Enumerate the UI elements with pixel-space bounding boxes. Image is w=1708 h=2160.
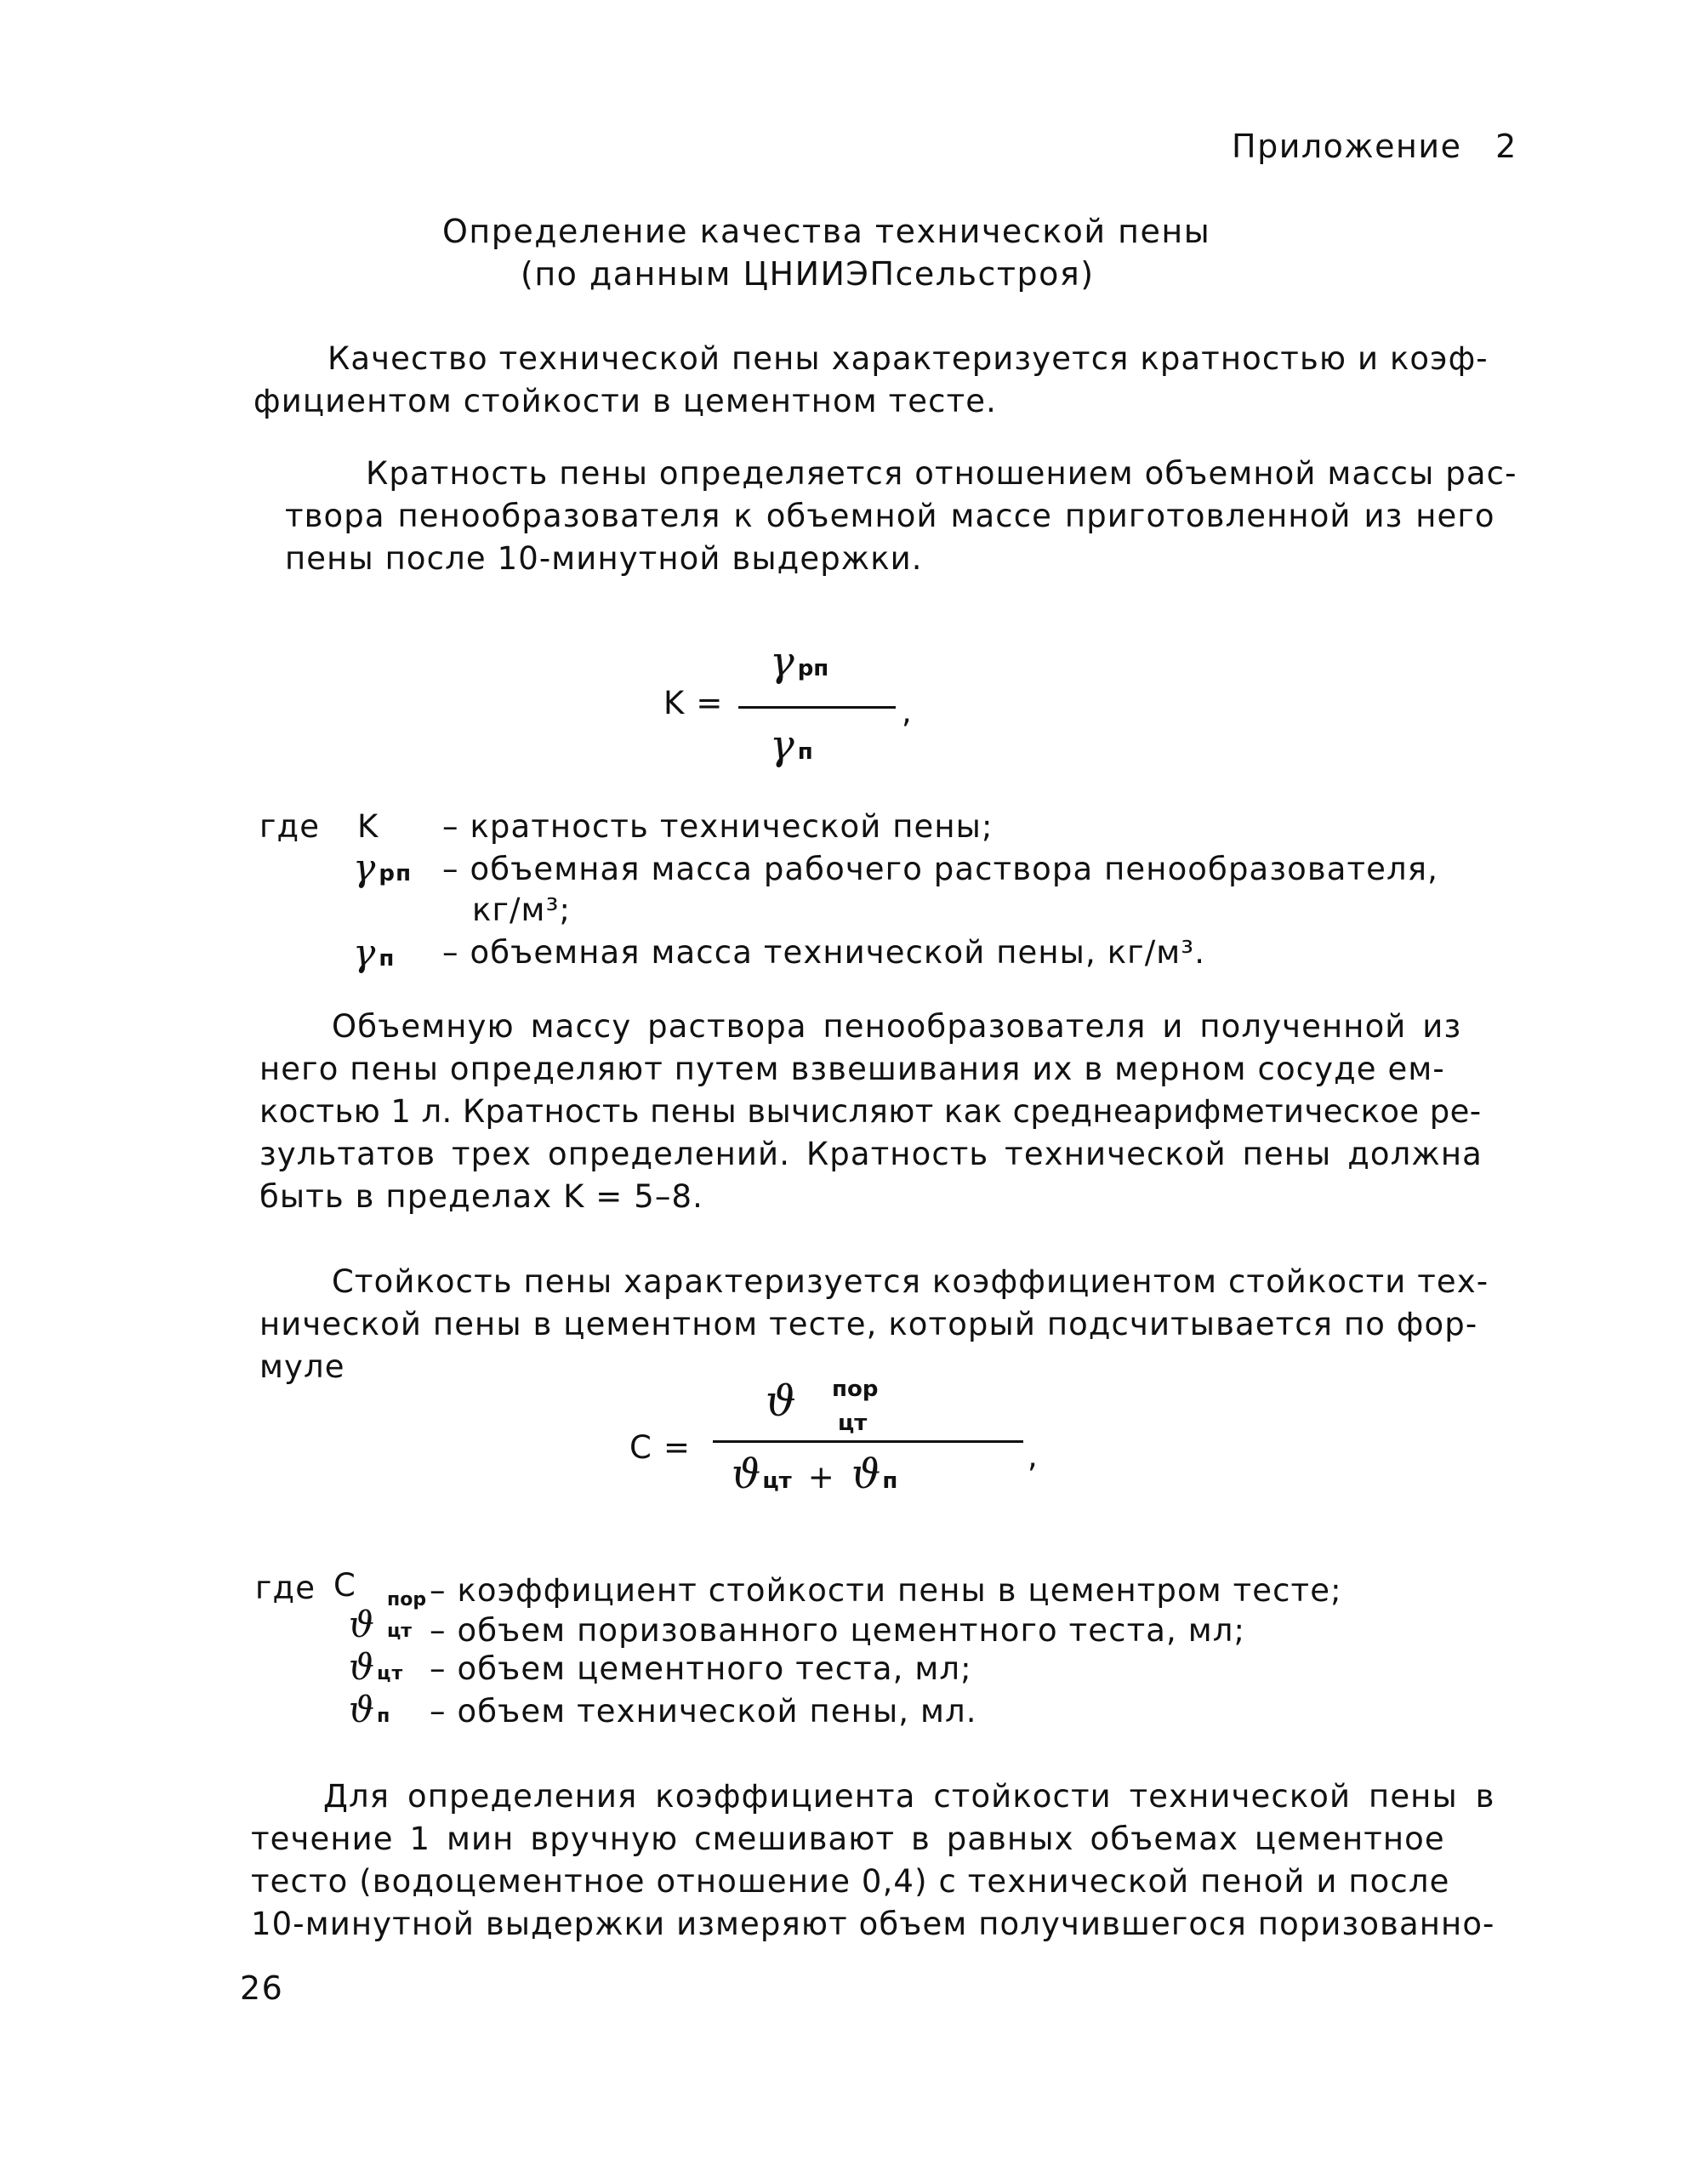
- paragraph-line: Кратность пены определяется отношением объемной массы рас-: [366, 455, 1517, 492]
- subscript-tst: цт: [387, 1621, 413, 1642]
- paragraph-line: быть в пределах K = 5–8.: [259, 1178, 704, 1215]
- paragraph-line: течение 1 мин вручную смешивают в равных объемах цементное: [251, 1821, 1445, 1857]
- theta-symbol: ϑ: [349, 1646, 376, 1688]
- def-text-continued: кг/м³;: [472, 892, 572, 928]
- theta-symbol: ϑ: [349, 1604, 376, 1645]
- paragraph-line: муле: [259, 1348, 345, 1385]
- superscript-por: пор: [387, 1589, 427, 1610]
- subscript-tst: цт: [762, 1468, 792, 1494]
- formula-c-denominator: [732, 1450, 897, 1498]
- paragraph-line: нической пены в цементном тесте, который подсчитывается по фор-: [259, 1306, 1478, 1342]
- theta-symbol: ϑ: [349, 1689, 376, 1730]
- document-title-line-1: Определение качества технической пены: [442, 213, 1211, 250]
- formula-c-lhs: C =: [629, 1429, 692, 1466]
- def-symbol-group: [353, 932, 395, 975]
- def-symbol: K: [357, 808, 379, 845]
- fraction-bar: [713, 1440, 1023, 1443]
- gamma-symbol: γ: [770, 638, 794, 686]
- formula-k-comma: ,: [902, 693, 913, 730]
- appendix-number: 2: [1495, 128, 1517, 165]
- formula-c-comma: ,: [1028, 1438, 1039, 1474]
- document-title-line-2: (по данным ЦНИИЭПсельстроя): [521, 255, 1095, 293]
- formula-c-numerator: [766, 1376, 796, 1426]
- paragraph-line: Качество технической пены характеризуется кратностью и коэф-: [327, 340, 1489, 377]
- def-text: – объемная масса рабочего раствора пенообразователя,: [442, 851, 1438, 887]
- def-symbol: C: [333, 1567, 356, 1604]
- formula-k-denominator: [770, 721, 813, 769]
- def-symbol-group: [353, 846, 412, 890]
- paragraph-line: Для определения коэффициента стойкости технической пены в: [323, 1778, 1495, 1815]
- where-label: где: [259, 808, 321, 845]
- plus-sign: +: [807, 1459, 835, 1496]
- def-symbol-group: [349, 1604, 375, 1645]
- paragraph-line: Стойкость пены характеризуется коэффициентом стойкости тех-: [332, 1263, 1489, 1300]
- subscript-p: п: [377, 1706, 391, 1727]
- gamma-symbol: γ: [353, 932, 377, 975]
- paragraph-line: тесто (водоцементное отношение 0,4) с технической пеной и после: [251, 1863, 1450, 1900]
- fraction-bar: [738, 706, 896, 709]
- paragraph-line: 10-минутной выдержки измеряют объем получившегося поризованно-: [251, 1906, 1495, 1942]
- paragraph-line: Объемную массу раствора пенообразователя и полученной из: [332, 1008, 1462, 1045]
- paragraph-line: пены после 10-минутной выдержки.: [285, 540, 923, 577]
- appendix-word: Приложение: [1232, 128, 1462, 165]
- formula-k-numerator: [770, 638, 828, 686]
- subscript-tst: цт: [838, 1411, 868, 1436]
- appendix-label: [1232, 128, 1517, 165]
- theta-symbol: ϑ: [766, 1376, 796, 1426]
- where-label: где: [255, 1570, 316, 1606]
- def-text: – кратность технической пены;: [442, 808, 993, 845]
- subscript-p: п: [882, 1468, 898, 1494]
- subscript-rp: рп: [797, 656, 829, 681]
- theta-symbol: ϑ: [732, 1450, 761, 1498]
- formula-k-lhs: K =: [663, 685, 724, 721]
- subscript-p: п: [797, 739, 813, 765]
- paragraph-line: твора пенообразователя к объемной массе приготовленной из него: [285, 498, 1495, 534]
- paragraph-line: костью 1 л. Кратность пены вычисляют как среднеарифметическое ре-: [259, 1093, 1482, 1130]
- paragraph-line: зультатов трех определений. Кратность технической пены должна: [259, 1136, 1483, 1172]
- page-number: 26: [240, 1969, 284, 2007]
- gamma-symbol: γ: [353, 846, 377, 890]
- subscript-tst: цт: [377, 1663, 404, 1684]
- paragraph-line: фициентом стойкости в цементном тесте.: [253, 383, 997, 419]
- paragraph-line: него пены определяют путем взвешивания их в мерном сосуде ем-: [259, 1051, 1445, 1087]
- def-symbol-group: [349, 1646, 403, 1688]
- def-text: – коэффициент стойкости пены в цементром тесте;: [430, 1572, 1342, 1609]
- subscript-p: п: [379, 946, 396, 972]
- subscript-rp: рп: [379, 861, 413, 886]
- def-symbol-group: [349, 1689, 390, 1730]
- def-text: – объем технической пены, мл.: [430, 1693, 977, 1730]
- def-text: – объем цементного теста, мл;: [430, 1650, 972, 1687]
- superscript-por: пор: [832, 1376, 879, 1402]
- theta-symbol: ϑ: [851, 1450, 881, 1498]
- def-text: – объемная масса технической пены, кг/м³.: [442, 934, 1206, 971]
- def-text: – объем поризованного цементного теста, мл;: [430, 1612, 1246, 1649]
- gamma-symbol: γ: [770, 721, 794, 769]
